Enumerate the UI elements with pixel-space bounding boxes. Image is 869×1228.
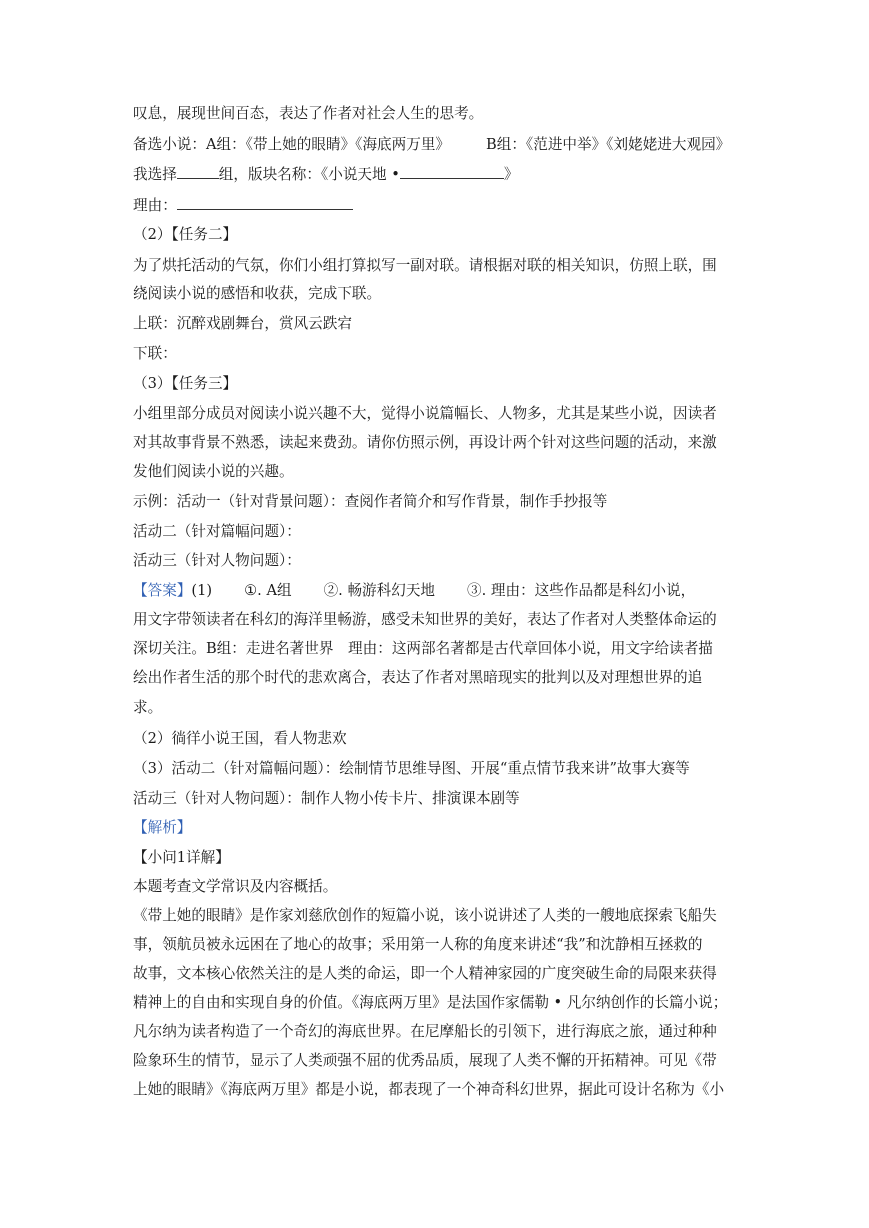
task3-example: 示例：活动一（针对背景问题）：查阅作者简介和写作背景，制作手抄报等 [133, 493, 608, 510]
analysis-line: 事，领航员被永远困在了地心的故事；采用第一人称的角度来讲述“我”和沈静相互拯救的 [133, 936, 703, 953]
analysis-line: 险象环生的情节，显示了人类顽强不屈的优秀品质，展现了人类不懈的开拓精神。可见《带 [133, 1052, 717, 1069]
answer-blank-2: ②. 畅游科幻天地 [323, 582, 436, 599]
analysis-line: 上她的眼睛》《海底两万里》都是小说，都表现了一个神奇科幻世界，据此可设计名称为《小 [133, 1081, 725, 1098]
group-blank[interactable] [177, 164, 219, 179]
task3-body-line: 对其故事背景不熟悉，读起来费劲。请你仿照示例，再设计两个针对这些问题的活动，来激 [133, 434, 717, 451]
choose-mid: 组，版块名称：《小说天地 • [218, 166, 400, 183]
task3-body-line: 发他们阅读小说的兴趣。 [133, 463, 294, 480]
optional-novels-line [133, 135, 730, 155]
answer-line: 求。 [133, 699, 163, 716]
answer-part3-line: 活动三（针对人物问题）：制作人物小传卡片、排演课本剧等 [133, 790, 520, 807]
sub-question-heading: 【小问1详解】 [133, 849, 230, 866]
answer-line: 深切关注。B组：走进名著世界 理由：这两部名著都是古代章回体小说，用文字给读者描 [133, 640, 713, 657]
answer-line: 绘出作者生活的那个时代的悲欢离合，表达了作者对黑暗现实的批判以及对理想世界的追 [133, 669, 703, 686]
reason-blank[interactable] [177, 195, 353, 210]
analysis-intro: 本题考查文学常识及内容概括。 [133, 878, 338, 895]
task3-body-line: 小组里部分成员对阅读小说兴趣不大，觉得小说篇幅长、人物多，尤其是某些小说，因读者 [133, 405, 717, 422]
couplet-lower: 下联： [133, 345, 177, 362]
analysis-tag: 【解析】 [133, 819, 192, 836]
answer-blank-3: ③. 理由：这些作品都是科幻小说， [467, 582, 696, 599]
section-name-blank[interactable] [400, 164, 504, 179]
answer-part3-line: （3）活动二（针对篇幅问题）：绘制情节思维导图、开展“重点情节我来讲”故事大赛等 [133, 760, 690, 777]
answer-line: 用文字带领读者在科幻的海洋里畅游，感受未知世界的美好，表达了作者对人类整体命运的 [133, 611, 717, 628]
analysis-line: 故事，文本核心依然关注的是人类的命运，即一个人精神家园的广度突破生命的局限来获得 [133, 965, 717, 982]
task3-heading: （3）【任务三】 [133, 375, 238, 392]
task3-activity3: 活动三（针对人物问题）： [133, 552, 301, 569]
group-b-text: B组：《范进中举》《刘姥姥进大观园》 [486, 136, 731, 153]
task2-body-line: 绕阅读小说的感悟和收获，完成下联。 [133, 285, 382, 302]
answer-first-line [133, 581, 695, 601]
couplet-upper: 上联：沉醉戏剧舞台，赏风云跌宕 [133, 315, 352, 332]
task2-heading: （2）【任务二】 [133, 226, 238, 243]
group-a-text: A组：《带上她的眼睛》《海底两万里》 [205, 136, 451, 153]
choose-suffix: 》 [503, 166, 519, 183]
optional-label: 备选小说： [133, 136, 206, 153]
task3-activity2: 活动二（针对篇幅问题）： [133, 523, 301, 540]
answer-blank-1: ①. A组 [244, 582, 292, 599]
reason-line [133, 195, 353, 215]
analysis-line: 凡尔纳为读者构造了一个奇幻的海底世界。在尼摩船长的引领下，进行海底之旅，通过种种 [133, 1023, 717, 1040]
reason-label: 理由： [133, 197, 177, 214]
task2-body-line: 为了烘托活动的气氛，你们小组打算拟写一副对联。请根据对联的相关知识，仿照上联，围 [133, 257, 717, 274]
answer-part1-number: (1) [191, 582, 213, 599]
analysis-line: 《带上她的眼睛》是作家刘慈欣创作的短篇小说，该小说讲述了人类的一艘地底探索飞船失 [133, 907, 717, 924]
choose-prefix: 我选择 [133, 166, 177, 183]
choose-line [133, 164, 518, 184]
analysis-line: 精神上的自由和实现自身的价值。《海底两万里》是法国作家儒勒 • 凡尔纳创作的长篇小说； [133, 994, 728, 1011]
answer-part2: （2）徜徉小说王国，看人物悲欢 [133, 730, 347, 747]
intro-line: 叹息，展现世间百态，表达了作者对社会人生的思考。 [133, 105, 484, 122]
answer-tag: 【答案】 [133, 582, 192, 599]
